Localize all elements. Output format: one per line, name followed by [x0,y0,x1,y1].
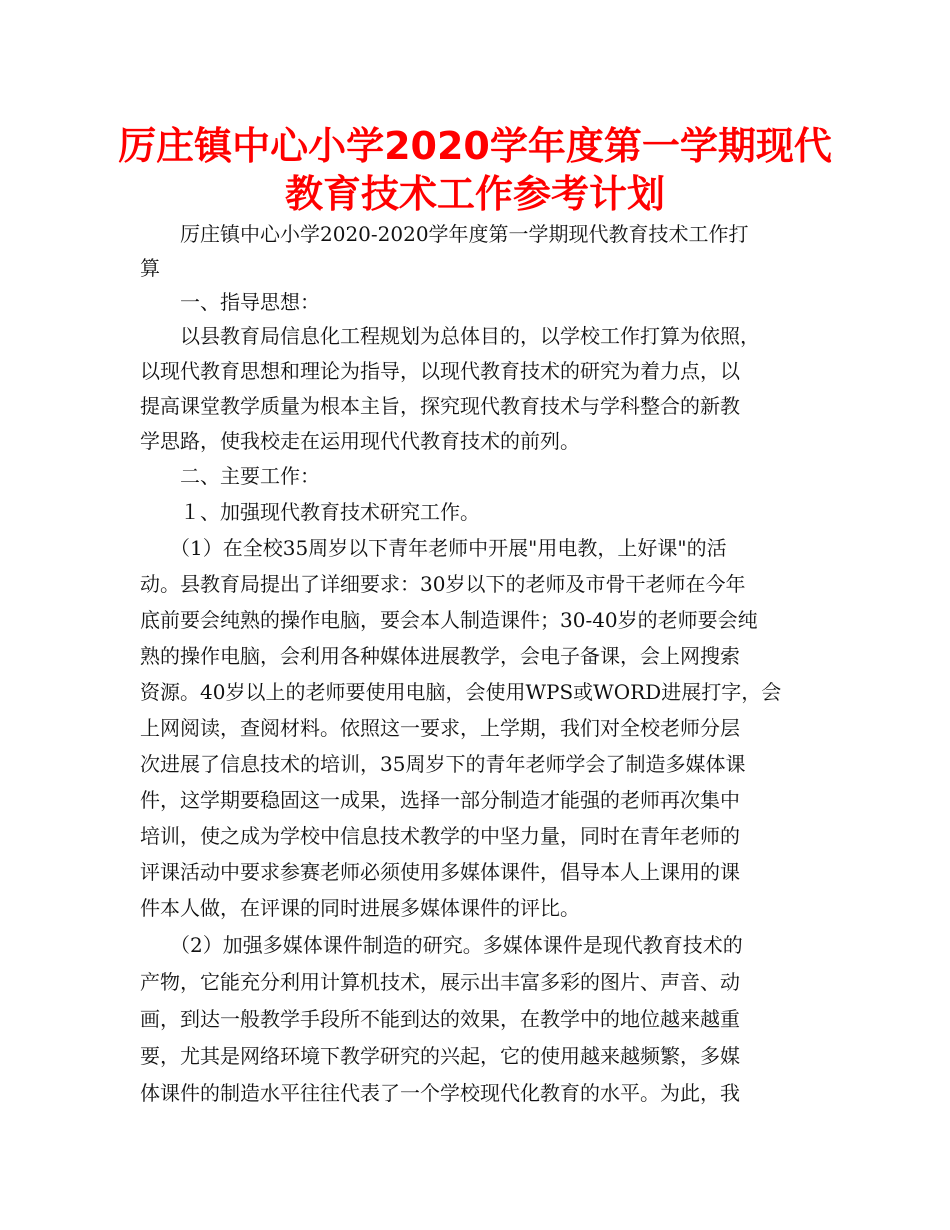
text-line: 一、指导思想： [140,290,320,314]
text-line: 件本人做，在评课的同时进展多媒体课件的评比。 [140,896,580,920]
text-line: 厉庄镇中心小学2020-2020学年度第一学期现代教育技术工作打 [140,222,749,246]
text-line: 二、主要工作： [140,464,320,488]
text-line: 次进展了信息技术的培训，35周岁下的青年老师学会了制造多媒体课 [140,752,746,776]
text-line: 算 [140,256,160,280]
text-line: （2）加强多媒体课件制造的研究。多媒体课件是现代教育技术的 [140,933,743,957]
text-line: １、加强现代教育技术研究工作。 [140,500,480,524]
text-line: 底前要会纯熟的操作电脑，要会本人制造课件；30-40岁的老师要会纯 [140,608,758,632]
text-line: 产物，它能充分利用计算机技术，展示出丰富多彩的图片、声音、动 [140,970,740,994]
text-line: 要，尤其是网络环境下教学研究的兴起，它的使用越来越频繁，多媒 [140,1044,740,1068]
text-line: （1）在全校35周岁以下青年老师中开展"用电教，上好课"的活 [140,536,727,560]
text-line: 熟的操作电脑，会利用各种媒体进展教学，会电子备课，会上网搜索 [140,644,740,668]
text-line: 件，这学期要稳固这一成果，选择一部分制造才能强的老师再次集中 [140,788,740,812]
text-line: 动。县教育局提出了详细要求：30岁以下的老师及市骨干老师在今年 [140,572,746,596]
text-line: 资源。40岁以上的老师要使用电脑，会使用WPS或WORD进展打字，会 [140,680,782,704]
text-line: 提高课堂教学质量为根本主旨，探究现代教育技术与学科整合的新教 [140,394,740,418]
document-title-line-1: 厉庄镇中心小学2020学年度第一学期现代 [118,124,832,168]
text-line: 培训，使之成为学校中信息技术教学的中坚力量，同时在青年老师的 [140,824,740,848]
text-line: 评课活动中要求参赛老师必须使用多媒体课件，倡导本人上课用的课 [140,860,740,884]
text-line: 学思路，使我校走在运用现代代教育技术的前列。 [140,429,580,453]
text-line: 以县教育局信息化工程规划为总体目的，以学校工作打算为依照， [140,324,760,348]
text-line: 以现代教育思想和理论为指导，以现代教育技术的研究为着力点，以 [140,359,740,383]
text-line: 上网阅读，查阅材料。依照这一要求，上学期，我们对全校老师分层 [140,716,740,740]
text-line: 体课件的制造水平往往代表了一个学校现代化教育的水平。为此，我 [140,1081,740,1105]
document-title-line-2: 教育技术工作参考计划 [284,172,665,216]
text-line: 画，到达一般教学手段所不能到达的效果，在教学中的地位越来越重 [140,1007,740,1031]
